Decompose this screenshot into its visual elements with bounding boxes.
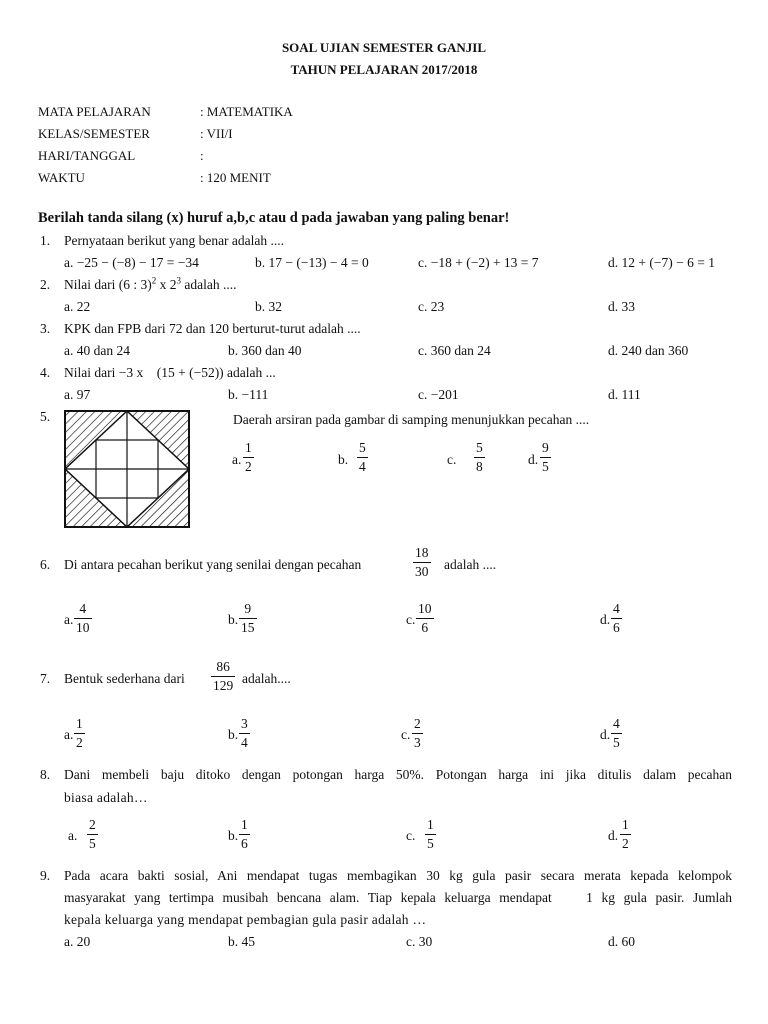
- option-a-fraction: 4 10: [76, 601, 90, 635]
- option-d-fraction: 1 2: [622, 817, 629, 851]
- info-value-time: : 120 MENIT: [200, 170, 271, 185]
- page-title: SOAL UJIAN SEMESTER GANJIL: [281, 40, 487, 55]
- option-c: c.: [406, 828, 416, 843]
- question-text-end: adalah ....: [444, 557, 497, 572]
- info-value-date: :: [200, 148, 204, 163]
- option-c: c. −18 + (−2) + 13 = 7: [418, 255, 539, 270]
- instruction: Berilah tanda silang (x) huruf a,b,c atau d pada jawaban yang paling benar!: [38, 210, 510, 226]
- option-d: d.: [600, 727, 611, 742]
- option-a-fraction: 2 5: [89, 817, 96, 851]
- question-text: Nilai dari (6 : 3)$^2$ x $2^3$ adalah ....: [64, 275, 237, 292]
- question-text-continued: masyarakat yang tertimpa musibah bencana alam. Tiap kepala keluarga mendapat 1 kg gula pasir. Jumlah: [64, 890, 732, 905]
- option-c: c. 23: [418, 299, 445, 314]
- question-fraction: 18 30: [415, 545, 429, 579]
- option-c: c.: [401, 727, 411, 742]
- option-a: a. 97: [64, 387, 91, 402]
- question-number: 6.: [40, 557, 51, 572]
- option-c-fraction: 10 6: [418, 601, 432, 635]
- option-d: d. 240 dan 360: [608, 343, 689, 358]
- option-b-fraction: 9 15: [241, 601, 255, 635]
- option-d: d. 60: [608, 934, 635, 949]
- question-text-end: adalah....: [242, 671, 291, 686]
- option-b-fraction: 3 4: [241, 716, 248, 750]
- option-b: b.: [338, 452, 349, 467]
- option-a: a. −25 − (−8) − 17 = −34: [64, 255, 199, 270]
- option-a: a.: [64, 612, 74, 627]
- option-a-fraction: 1 2: [76, 716, 83, 750]
- page-subtitle: TAHUN PELAJARAN 2017/2018: [290, 62, 478, 77]
- option-b: b. −111: [228, 387, 269, 402]
- option-d-fraction: 4 6: [613, 601, 620, 635]
- option-b-fraction: 5 4: [359, 440, 366, 474]
- question-text: Di antara pecahan berikut yang senilai dengan pecahan: [64, 557, 362, 572]
- option-b: b.: [228, 727, 239, 742]
- question-number: 9.: [40, 868, 51, 883]
- option-d-fraction: 4 5: [613, 716, 620, 750]
- option-a: a. 20: [64, 934, 91, 949]
- option-a-fraction: 1 2: [245, 440, 252, 474]
- option-d: d. 33: [608, 299, 635, 314]
- option-b: b. 360 dan 40: [228, 343, 302, 358]
- question-number: 2.: [40, 277, 51, 292]
- info-value-subject: : MATEMATIKA: [200, 104, 293, 119]
- question-number: 1.: [40, 233, 51, 248]
- option-d: d. 111: [608, 387, 641, 402]
- option-b-fraction: 1 6: [241, 817, 248, 851]
- option-a: a. 22: [64, 299, 91, 314]
- option-c-fraction: 5 8: [476, 440, 483, 474]
- info-label-date: HARI/TANGGAL: [38, 148, 136, 163]
- question-text: Daerah arsiran pada gambar di samping menunjukkan pecahan ....: [233, 412, 590, 427]
- question-number: 5.: [40, 409, 51, 424]
- option-d: d.: [608, 828, 619, 843]
- question-text: Pada acara bakti sosial, Ani mendapat tugas membagikan 30 kg gula pasir secara merata kepada kelompok: [64, 868, 732, 883]
- option-c: c. 30: [406, 934, 433, 949]
- option-d: d.: [528, 452, 539, 467]
- option-d-fraction: 9 5: [542, 440, 549, 474]
- option-b: b. 17 − (−13) − 4 = 0: [255, 255, 369, 270]
- option-b: b.: [228, 828, 239, 843]
- info-label-time: WAKTU: [38, 170, 85, 185]
- question-number: 4.: [40, 365, 51, 380]
- option-a: a.: [232, 452, 242, 467]
- option-c-fraction: 2 3: [414, 716, 421, 750]
- question-text: Nilai dari −3 x (15 + (−52)) adalah ...: [64, 365, 276, 380]
- question-number: 3.: [40, 321, 51, 336]
- question-number: 7.: [40, 671, 51, 686]
- option-c: c. −201: [418, 387, 459, 402]
- info-label-subject: MATA PELAJARAN: [38, 104, 151, 119]
- question-number: 8.: [40, 767, 51, 782]
- question-text-continued: biasa adalah…: [64, 790, 148, 805]
- question-text: Dani membeli baju ditoko dengan potongan harga 50%. Potongan harga ini jika ditulis dalam pecahan: [64, 767, 732, 782]
- option-d: d.: [600, 612, 611, 627]
- question-text: Pernyataan berikut yang benar adalah ....: [64, 233, 285, 248]
- question-text-continued: kepala keluarga yang mendapat pembagian gula pasir adalah …: [64, 912, 427, 927]
- option-b: b.: [228, 612, 239, 627]
- shaded-square-figure: [63, 409, 191, 529]
- question-fraction: 86 129: [213, 659, 234, 693]
- option-a: a.: [68, 828, 78, 843]
- option-c: c.: [447, 452, 457, 467]
- option-d: d. 12 + (−7) − 6 = 1: [608, 255, 715, 270]
- option-c: c. 360 dan 24: [418, 343, 491, 358]
- option-b: b. 45: [228, 934, 255, 949]
- option-c: c.: [406, 612, 416, 627]
- question-text: Bentuk sederhana dari: [64, 671, 185, 686]
- option-c-fraction: 1 5: [427, 817, 434, 851]
- question-text: KPK dan FPB dari 72 dan 120 berturut-turut adalah ....: [64, 321, 361, 336]
- option-b: b. 32: [255, 299, 282, 314]
- option-a: a.: [64, 727, 74, 742]
- info-value-class: : VII/I: [200, 126, 233, 141]
- info-label-class: KELAS/SEMESTER: [38, 126, 150, 141]
- option-a: a. 40 dan 24: [64, 343, 130, 358]
